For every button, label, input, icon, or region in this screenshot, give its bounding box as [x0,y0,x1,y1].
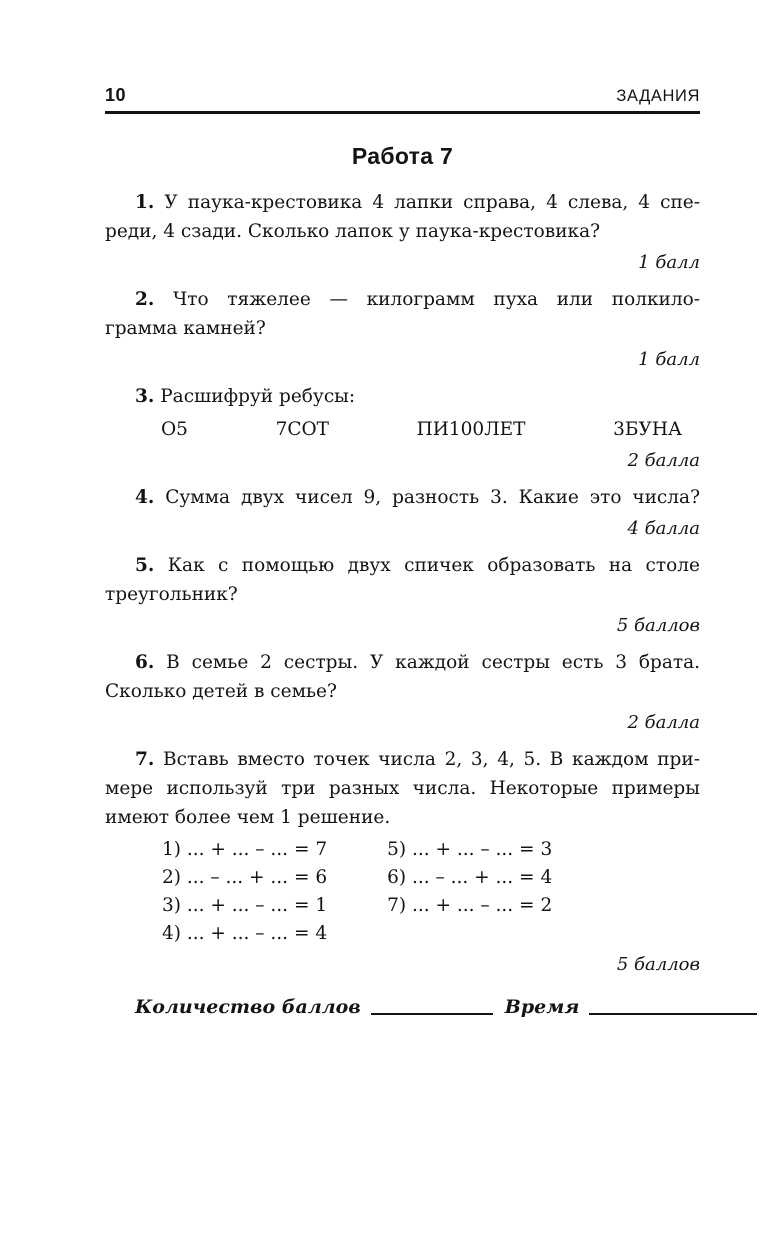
task-2-points: 1 балл [638,349,700,370]
task-1-line-1 [105,188,700,217]
task-2 [105,285,700,373]
task-7 [105,745,700,978]
task-1-points: 1 балл [638,252,700,273]
task-6-number: 6. [135,652,155,673]
task-7-points: 5 баллов [616,954,700,975]
task-1-number: 1. [135,192,155,213]
page-title: Работа 7 [351,143,454,169]
rebus-item: 7СОТ [275,419,329,440]
task-5-points: 5 баллов [616,615,700,636]
equation: 5) ... + ... – ... = 3 [387,839,553,860]
task-4-text: Сумма двух чисел 9, разность 3. Какие это числа? [165,487,700,508]
equation: 1) ... + ... – ... = 7 [162,839,328,860]
score-label: Количество баллов [135,996,361,1018]
task-6 [105,648,700,736]
task-2-line-2: грамма камней? [105,318,266,339]
task-7-text: Вставь вместо точек числа 2, 3, 4, 5. В каждом при- [162,749,700,770]
task-4-line-1 [105,483,700,512]
task-6-line-1 [105,648,700,677]
time-label: Время [504,996,580,1018]
score-blank [371,1008,493,1015]
task-4 [105,483,700,542]
task-3-points: 2 балла [627,450,700,471]
task-1-text: У паука-крестовика 4 лапки справа, 4 слева, 4 спе- [164,192,700,213]
header-rule [105,111,700,114]
section-header: ЗАДАНИЯ [616,86,700,105]
rebus-row [161,415,682,444]
rebus-item: О5 [161,419,188,440]
task-6-line-2: Сколько детей в семье? [105,681,337,702]
equations-right-column [387,836,552,948]
task-2-number: 2. [135,289,155,310]
task-7-line-1 [105,745,700,774]
equations-block [162,836,700,948]
equation: 2) ... – ... + ... = 6 [162,867,328,888]
task-6-text: В семье 2 сестры. У каждой сестры есть 3 брата. [166,652,700,673]
task-2-line-1 [105,285,700,314]
task-3-text: Расшифруй ребусы: [160,386,356,407]
task-7-line-2: мере используй три разных числа. Некоторые примеры [105,778,700,799]
task-3-number: 3. [135,386,155,407]
time-blank [589,1008,757,1015]
page-number: 10 [105,85,127,105]
score-time-line [105,996,700,1018]
task-5 [105,551,700,639]
rebus-item: ПИ100ЛЕТ [416,419,526,440]
page-header [105,86,700,104]
task-5-line-2: треугольник? [105,584,238,605]
task-6-points: 2 балла [627,712,700,733]
equation: 3) ... + ... – ... = 1 [162,895,328,916]
rebus-item: 3БУНА [613,419,682,440]
equations-left-column [162,836,327,948]
task-3-line-1 [105,382,700,411]
task-list [105,188,700,978]
task-3 [105,382,700,474]
task-4-points: 4 балла [627,518,700,539]
task-7-line-3: имеют более чем 1 решение. [105,807,391,828]
equation: 6) ... – ... + ... = 4 [387,867,553,888]
task-5-line-1 [105,551,700,580]
task-5-number: 5. [135,555,155,576]
task-1 [105,188,700,276]
task-1-line-2: реди, 4 сзади. Сколько лапок у паука-крестовика? [105,221,601,242]
equation: 7) ... + ... – ... = 2 [387,895,553,916]
task-2-text: Что тяжелее — килограмм пуха или полкило- [172,289,701,310]
equation: 4) ... + ... – ... = 4 [162,923,328,944]
task-7-number: 7. [135,749,155,770]
task-5-text: Как с помощью двух спичек образовать на столе [167,555,700,576]
task-4-number: 4. [135,487,155,508]
